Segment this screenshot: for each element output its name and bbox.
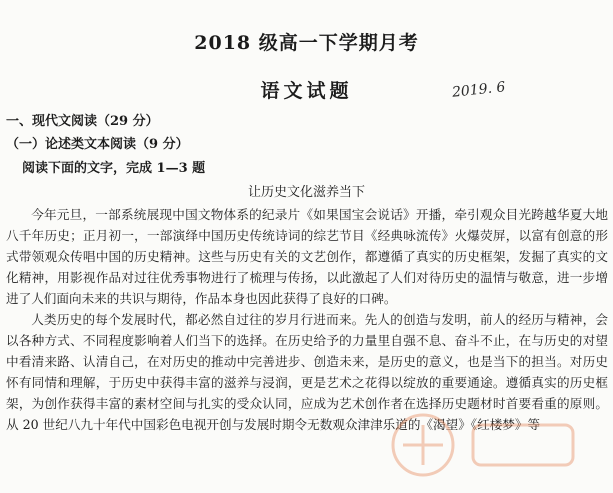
article-paragraph-2: 人类历史的每个发展时代，都必然自过往的岁月行进而来。先人的创造与发明，前人的经历与精神，会以各种方式、不同程度影响着人们当下的选择。在历史给予的力量里自强不息、奋斗不止，在与历史的对望中看清来路、认清自己，在对历史的推动中完善进步、创造未来，是历史的意义，也是当下的担当。对历史怀有同情和理解，于历史中获得丰富的滋养与浸润，更是艺术之花得以绽放的重要通途。遵循真实的历史框架，为创作获得丰富的素材空间与扎实的受众认同，应成为艺术创作者在选择历史题材时首要看重的原则。从 20 世纪八九十年代中国彩色电视开创与发展时期令无数观众津津乐道的《渴望》《红楼梦》等 [6,312,608,432]
section-heading-modern-reading: 一、现代文阅读（29 分） [6,114,159,129]
subsection-heading-argumentative: （一）论述类文本阅读（9 分） [6,137,189,152]
handwritten-date: 2019. 6 [451,79,507,101]
article-paragraph-1: 今年元旦，一部系统展现中国文物体系的纪录片《如果国宝会说话》开播，牵引观众目光跨越华夏大地八千年历史；正月初一，一部演绎中国历史传统诗词的综艺节目《经典咏流传》火爆荧屏，以富有创意的形式带领观众传唱中国的历史精神。这些与历史有关的文艺创作，都遵循了真实的历史框架，发掘了真实的文化精神，用影视作品对过往优秀事物进行了梳理与传扬，以此激起了人们对待历史的温情与敬意，进一步增进了人们面向未来的共识与期待，作品本身也因此获得了良好的口碑。 [6,207,608,306]
article-body [6,204,608,435]
article-title: 让历史文化滋养当下 [247,185,365,200]
subject-title: 语文试题 [260,80,353,102]
exam-title: 2018 级高一下学期月考 [194,32,419,54]
watermark-logo [383,405,593,485]
reading-instruction: 阅读下面的文字，完成 1—3 题 [22,161,206,176]
